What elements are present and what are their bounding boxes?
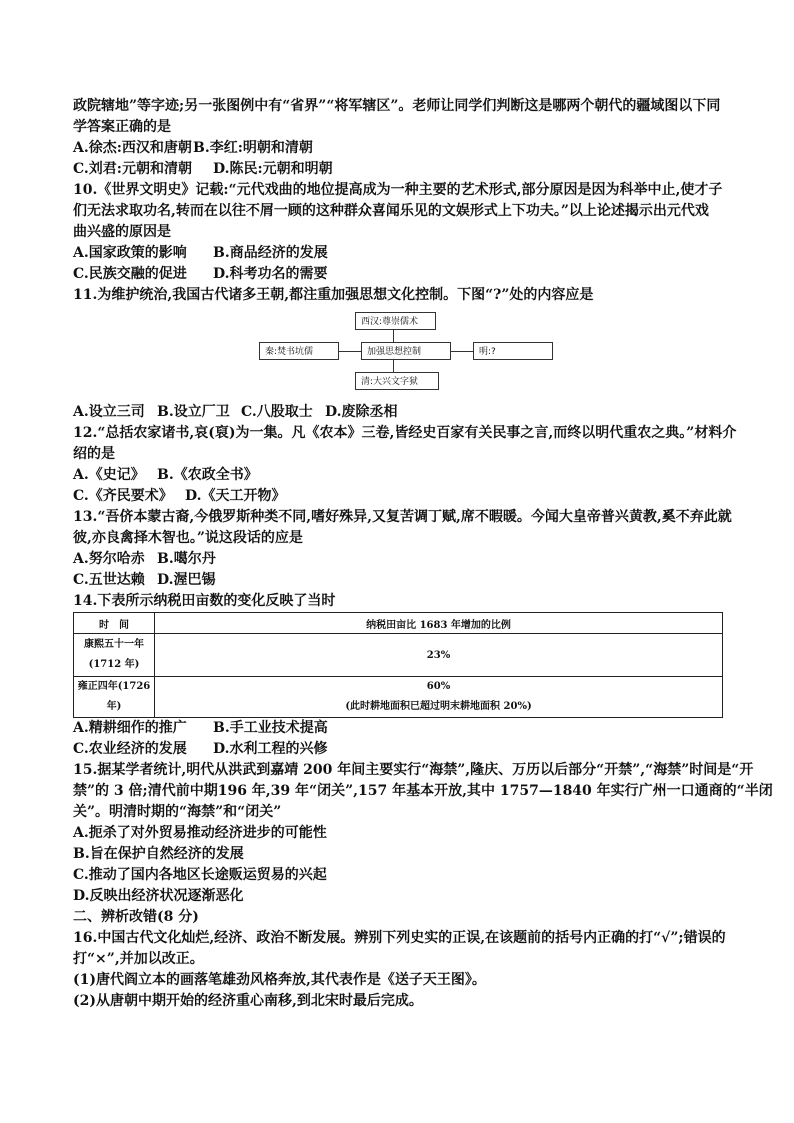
q16-item: (1)唐代阎立本的画落笔雄劲风格奔放,其代表作是《送子天王图》。 xyxy=(73,972,486,988)
q11-options-row xyxy=(73,402,723,423)
option-d: D.水利工程的兴修 xyxy=(213,741,328,757)
option-d: D.科考功名的需要 xyxy=(213,266,328,282)
q14-table xyxy=(73,612,723,718)
option-d: D.废除丞相 xyxy=(325,404,398,420)
q12-stem: 12.“总括农家诸书,哀(裒)为一集。凡《农本》三卷,皆经史百家有关民事之言,而终以明代重农之典。”材料介 xyxy=(73,425,737,441)
q12-stem: 绍的是 xyxy=(73,446,115,462)
q9-options-row-1 xyxy=(73,138,723,159)
q12-options-row-2 xyxy=(73,486,723,507)
option-c: C.民族交融的促进 xyxy=(73,266,187,282)
q10-stem: 曲兴盛的原因是 xyxy=(73,224,171,240)
q15-stem: 禁”的 3 倍;清代前中期196 年,39 年“闭关”,157 年基本开放,其中 1757—1840 年实行广州一口通商的“半闭 xyxy=(73,783,773,799)
q13-stem: 13.“吾侪本蒙古裔,今俄罗斯种类不同,嗜好殊异,又复苦调丁赋,席不暇暖。今闻大皇帝普兴黄教,奚不弃此就 xyxy=(73,509,732,525)
table-header-row xyxy=(74,613,723,634)
table-cell-time xyxy=(74,634,155,677)
option-c: C.农业经济的发展 xyxy=(73,741,187,757)
diagram-connector xyxy=(393,330,394,342)
q9-options-row-2 xyxy=(73,159,723,180)
q13-options-row-1 xyxy=(73,549,723,570)
diagram-connector xyxy=(339,351,361,352)
option-a: A.设立三司 xyxy=(73,404,145,420)
diagram-box-left: 秦:焚书坑儒 xyxy=(259,342,339,360)
intro-line: 政院辖地”等字迹;另一张图例中有“省界”“将军辖区”。老师让同学们判断这是哪两个朝代的疆域图以下同 xyxy=(73,98,721,114)
diagram-box-center: 加强思想控制 xyxy=(361,342,451,360)
table-header-cell: 纳税田亩比 1683 年增加的比例 xyxy=(155,613,723,634)
option-b: B.李红:明朝和清朝 xyxy=(193,140,313,156)
q14-options-row-2 xyxy=(73,739,723,760)
table-row xyxy=(74,634,723,677)
table-cell-value xyxy=(155,634,723,677)
cell-text: 23% xyxy=(426,649,451,661)
q10-stem: 10.《世界文明史》记载:“元代戏曲的地位提高成为一种主要的艺术形式,部分原因是因为科举中止,使才子 xyxy=(73,182,723,198)
q16-item: (2)从唐朝中期开始的经济重心南移,到北宋时最后完成。 xyxy=(73,993,423,1009)
diagram-connector xyxy=(393,360,394,372)
cell-text: 雍正四年(1726 xyxy=(77,681,151,692)
cell-text: (1712 年) xyxy=(88,659,140,670)
option-c: C.八股取士 xyxy=(241,404,313,420)
cell-text: 年) xyxy=(106,701,122,712)
q14-options-row-1 xyxy=(73,718,723,739)
option-b: B.手工业技术提高 xyxy=(213,720,328,736)
option-a: A.《史记》 xyxy=(73,467,145,483)
option-c: C.《齐民要术》 xyxy=(73,488,173,504)
option-a: A.扼杀了对外贸易推动经济进步的可能性 xyxy=(73,825,327,841)
option-a: A.徐杰:西汉和唐朝 xyxy=(73,140,192,156)
q16-stem: 16.中国古代文化灿烂,经济、政治不断发展。辨别下列史实的正误,在该题前的括号内正确的打“√”;错误的 xyxy=(73,930,726,946)
diagram-box-top: 西汉:尊崇儒术 xyxy=(355,312,436,330)
option-b: B.噶尔丹 xyxy=(157,551,216,567)
option-b: B.旨在保护自然经济的发展 xyxy=(73,846,244,862)
table-cell-value xyxy=(155,677,723,718)
q14-stem: 14.下表所示纳税田亩数的变化反映了当时 xyxy=(73,593,336,609)
intro-line: 学答案正确的是 xyxy=(73,119,171,135)
q11-diagram xyxy=(73,312,723,400)
q10-options-row-1 xyxy=(73,243,723,264)
option-b: B.《农政全书》 xyxy=(157,467,258,483)
option-c: C.推动了国内各地区长途贩运贸易的兴起 xyxy=(73,867,327,883)
q13-stem: 彼,亦良禽择木智也。”说这段话的应是 xyxy=(73,530,303,546)
section-title: 二、辨析改错(8 分) xyxy=(73,909,199,925)
option-c: C.五世达赖 xyxy=(73,572,145,588)
option-a: A.精耕细作的推广 xyxy=(73,720,187,736)
q15-stem: 15.据某学者统计,明代从洪武到嘉靖 200 年间主要实行“海禁”,隆庆、万历以后部分“开禁”,“海禁”时间是“开 xyxy=(73,762,754,778)
cell-text: 康熙五十一年 xyxy=(84,639,144,650)
option-d: D.《天工开物》 xyxy=(185,488,286,504)
cell-text: (此时耕地面积已超过明末耕地面积 20%) xyxy=(345,701,532,712)
cell-text: 60% xyxy=(426,681,451,692)
q12-options-row-1 xyxy=(73,465,723,486)
q13-options-row-2 xyxy=(73,570,723,591)
option-a: A.国家政策的影响 xyxy=(73,245,187,261)
exam-page xyxy=(73,96,773,1012)
option-a: A.努尔哈赤 xyxy=(73,551,145,567)
diagram-box-bottom: 清:大兴文字狱 xyxy=(355,372,439,390)
option-b: B.商品经济的发展 xyxy=(213,245,328,261)
q10-options-row-2 xyxy=(73,264,723,285)
table-header-cell: 时 间 xyxy=(74,613,155,634)
diagram-box-right: 明:? xyxy=(473,342,553,360)
option-c: C.刘君:元朝和清朝 xyxy=(73,161,192,177)
option-d: D.陈民:元朝和明朝 xyxy=(213,161,333,177)
table-row xyxy=(74,677,723,718)
diagram-connector xyxy=(451,351,473,352)
option-d: D.渥巴锡 xyxy=(157,572,216,588)
option-b: B.设立厂卫 xyxy=(157,404,230,420)
q11-stem: 11.为维护统治,我国古代诸多王朝,都注重加强思想文化控制。下图“?”处的内容应是 xyxy=(73,287,594,303)
q15-stem: 关”。明清时期的“海禁”和“闭关” xyxy=(73,804,282,820)
option-d: D.反映出经济状况逐渐恶化 xyxy=(73,888,244,904)
q16-stem: 打“×”,并加以改正。 xyxy=(73,951,204,967)
table-cell-time xyxy=(74,677,155,718)
q10-stem: 们无法求取功名,转而在以往不屑一顾的这种群众喜闻乐见的文娱形式上下功夫。”以上论述揭示出元代戏 xyxy=(73,203,709,219)
